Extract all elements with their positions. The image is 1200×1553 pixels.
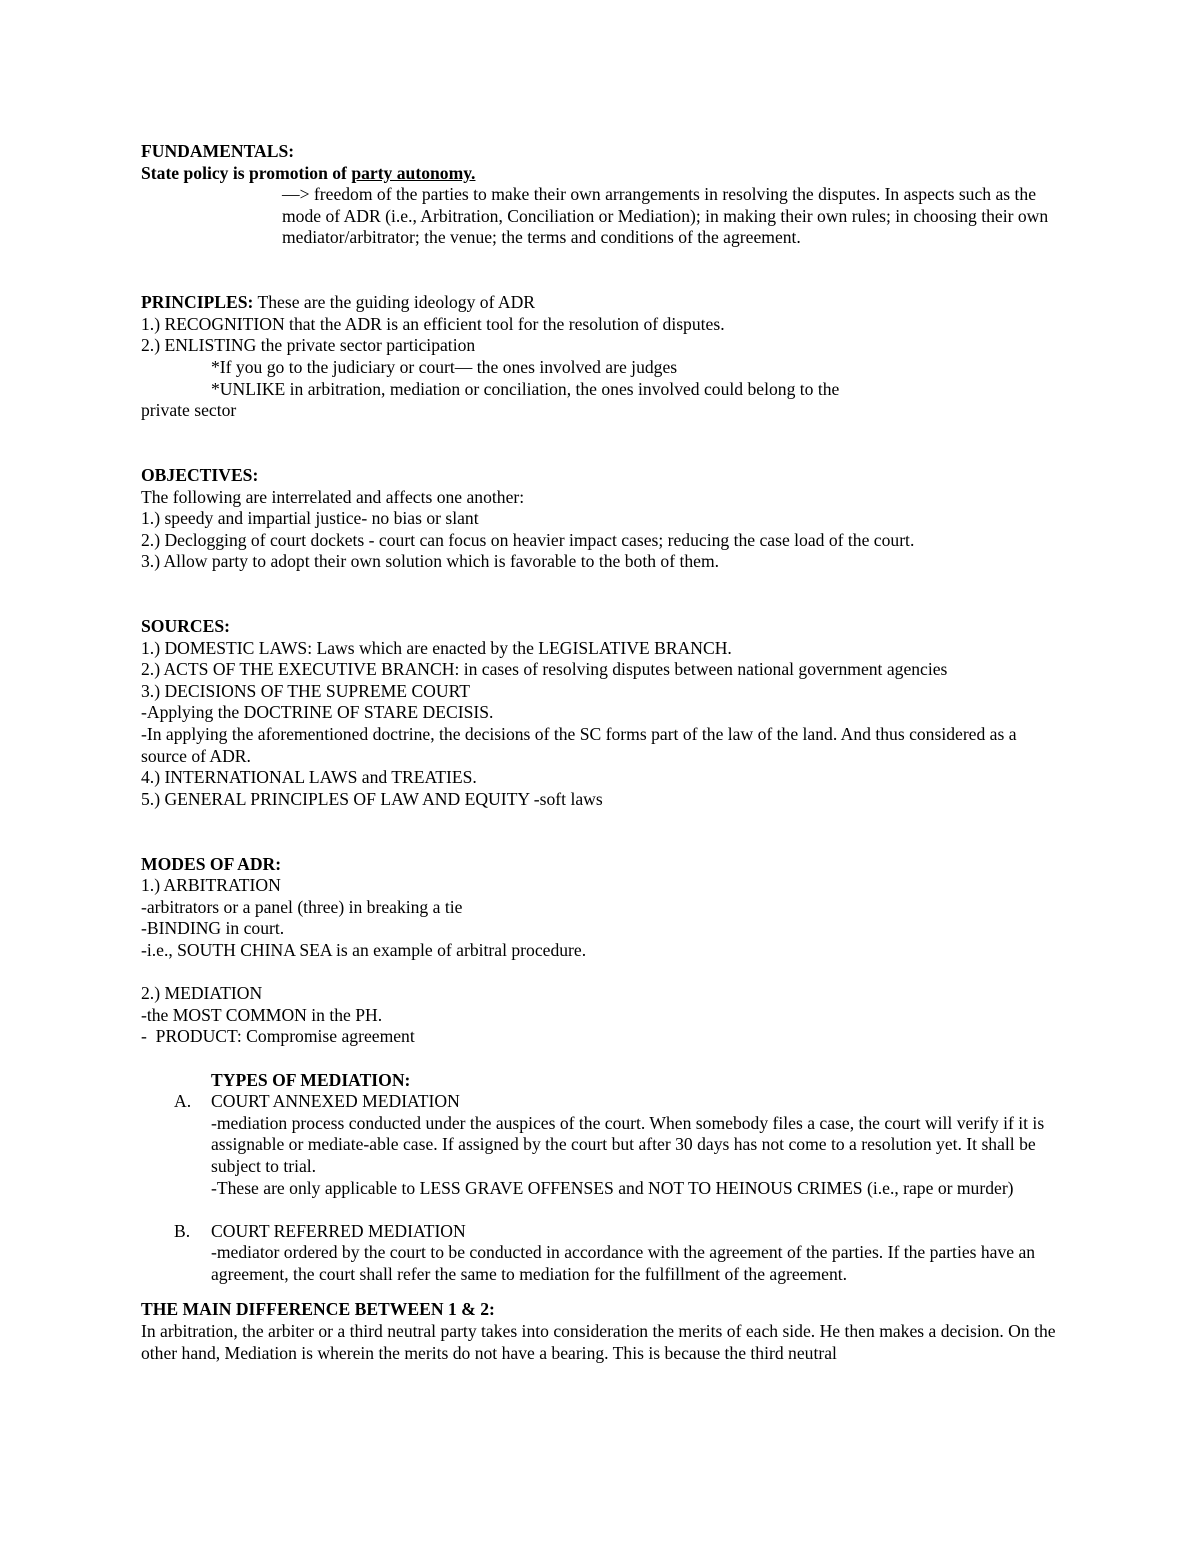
objectives-heading: OBJECTIVES:: [141, 464, 259, 485]
spacer: [141, 962, 1061, 984]
source-item: 5.) GENERAL PRINCIPLES OF LAW AND EQUITY -soft laws: [141, 788, 603, 809]
state-policy-prefix: State policy is promotion of: [141, 162, 352, 183]
type-a-title-line: [141, 1091, 1061, 1113]
source-item: 2.) ACTS OF THE EXECUTIVE BRANCH: in cases of resolving disputes between national government agencies: [141, 659, 948, 680]
type-b-title-line: [141, 1221, 1061, 1243]
fundamentals-heading: FUNDAMENTALS:: [141, 141, 295, 161]
state-policy-line: [141, 163, 1061, 185]
arbitration-line: -arbitrators or a panel (three) in breaking a tie: [141, 896, 463, 917]
principles-heading: PRINCIPLES:: [141, 292, 254, 313]
modes-heading: MODES OF ADR:: [141, 853, 282, 874]
source-item: 3.) DECISIONS OF THE SUPREME COURT: [141, 680, 471, 701]
principle-item: 2.) ENLISTING the private sector participation: [141, 335, 476, 356]
principle-item: 1.) RECOGNITION that the ADR is an efficient tool for the resolution of disputes.: [141, 313, 725, 334]
type-b-title: COURT REFERRED MEDIATION: [211, 1220, 466, 1241]
sources-heading: SOURCES:: [141, 616, 230, 637]
type-a-title: COURT ANNEXED MEDIATION: [211, 1091, 460, 1112]
spacer: [141, 1199, 1061, 1221]
difference-heading: THE MAIN DIFFERENCE BETWEEN 1 & 2:: [141, 1299, 495, 1320]
spacer: [141, 422, 1061, 465]
type-a-body: -mediation process conducted under the auspices of the court. When somebody files a case, the court will verify if it is assignable or mediate-able case. If assigned by the court but after 30 days has not come to a resolution yet. It shall be subject to trial.: [211, 1112, 1045, 1176]
arbitration-line: 1.) ARBITRATION: [141, 875, 281, 896]
arbitration-line: -BINDING in court.: [141, 918, 285, 939]
arbitration-line: -i.e., SOUTH CHINA SEA is an example of arbitral procedure.: [141, 939, 587, 960]
principles-heading-line: [141, 292, 1061, 314]
spacer: [141, 810, 1061, 853]
type-b-label: B.: [174, 1220, 191, 1241]
spacer: [141, 573, 1061, 616]
objectives-intro: The following are interrelated and affects one another:: [141, 486, 525, 507]
mediation-line: 2.) MEDIATION: [141, 983, 263, 1004]
source-note: -Applying the DOCTRINE OF STARE DECISIS.: [141, 702, 494, 723]
principles-intro: These are the guiding ideology of ADR: [253, 292, 536, 313]
type-a-label: A.: [174, 1091, 192, 1112]
difference-body: In arbitration, the arbiter or a third neutral party takes into consideration the merits of each side. He then makes a decision. On the other hand, Mediation is wherein the merits do not have a bearing. This is because the third neutral: [141, 1321, 1056, 1363]
principle-note: *UNLIKE in arbitration, mediation or conciliation, the ones involved could belong to the: [211, 378, 840, 399]
type-a-body-note: -These are only applicable to LESS GRAVE OFFENSES and NOT TO HEINOUS CRIMES (i.e., rape or murder): [211, 1177, 1014, 1198]
spacer: [141, 1285, 1061, 1299]
spacer: [141, 1048, 1061, 1070]
source-item: 1.) DOMESTIC LAWS: Laws which are enacted by the LEGISLATIVE BRANCH.: [141, 637, 732, 658]
mediation-line: -the MOST COMMON in the PH.: [141, 1004, 383, 1025]
types-heading: TYPES OF MEDIATION:: [211, 1069, 411, 1090]
source-note-paragraph: -In applying the aforementioned doctrine, the decisions of the SC forms part of the law of the land. And thus considered as a source of ADR.: [141, 724, 1017, 766]
mediation-line: - PRODUCT: Compromise agreement: [141, 1026, 415, 1047]
party-autonomy-emphasis: party autonomy.: [351, 162, 476, 183]
principle-note: *If you go to the judiciary or court— the ones involved are judges: [211, 356, 678, 377]
source-item: 4.) INTERNATIONAL LAWS and TREATIES.: [141, 767, 477, 788]
objective-item: 2.) Declogging of court dockets - court can focus on heavier impact cases; reducing the case load of the court.: [141, 529, 915, 550]
spacer: [141, 249, 1061, 292]
fundamentals-description: —> freedom of the parties to make their own arrangements in resolving the disputes. In aspects such as the mode of ADR (i.e., Arbitration, Conciliation or Mediation); in making their own rules; in choosing their own mediator/arbitrator; the venue; the terms and conditions of the agreement.: [282, 184, 1049, 248]
objective-item: 1.) speedy and impartial justice- no bias or slant: [141, 508, 479, 529]
type-b-body: -mediator ordered by the court to be conducted in accordance with the agreement of the parties. If the parties have an agreement, the court shall refer the same to mediation for the fulfillment of the agreement.: [211, 1242, 1036, 1284]
document-page: [141, 141, 1061, 1364]
objective-item: 3.) Allow party to adopt their own solution which is favorable to the both of them.: [141, 551, 720, 572]
principle-note-continuation: private sector: [141, 400, 237, 421]
